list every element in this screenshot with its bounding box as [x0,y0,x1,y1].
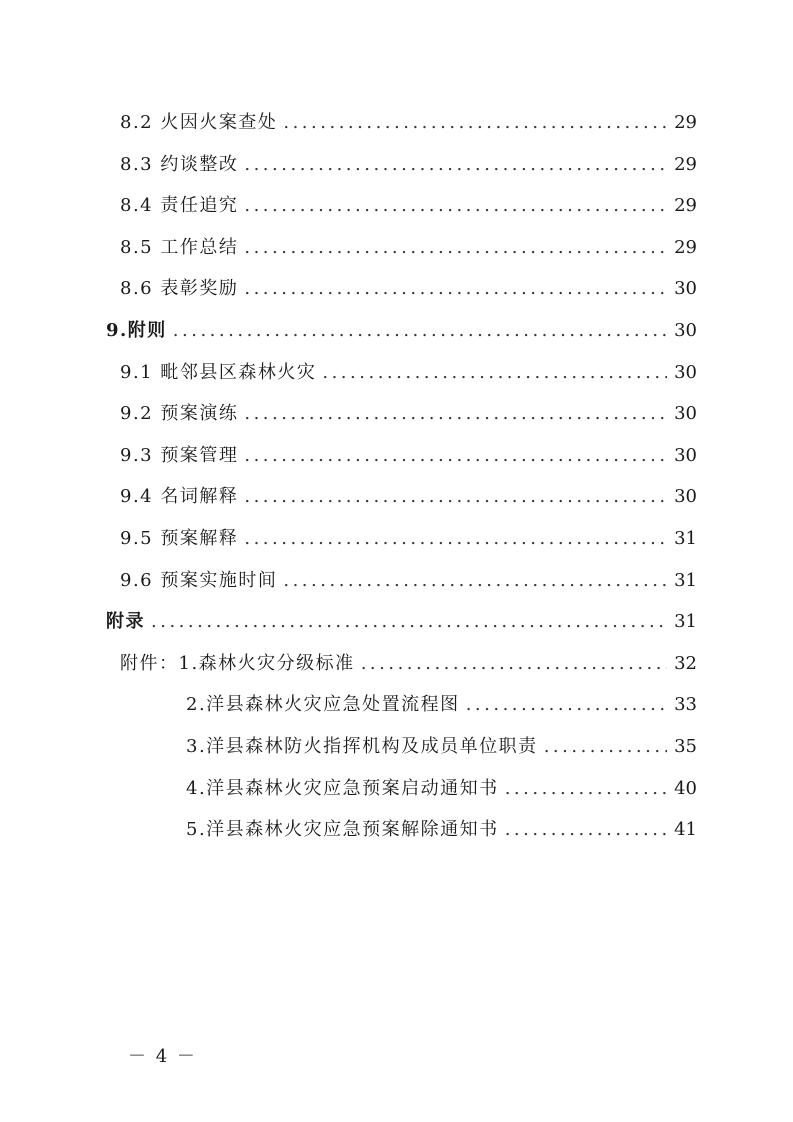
toc-entry-label: 9.5 预案解释 [120,528,239,549]
toc-entry-8-6[interactable] [120,274,697,308]
toc-entry-page: 33 [674,694,697,716]
toc-entry-page: 31 [674,528,697,549]
toc-entry-attachment-3[interactable] [186,732,697,766]
dot-leader [283,570,667,591]
dot-leader [244,195,667,216]
toc-entry-page: 35 [674,736,697,757]
toc-entry-8-2[interactable] [120,108,697,142]
toc-entry-label: 9.3 预案管理 [120,444,239,466]
toc-entry-label: 9.附则 [106,320,167,341]
toc-entry-label: 8.2 火因火案查处 [120,112,278,133]
toc-entry-page: 29 [674,153,697,175]
page-number: － 4 － [128,1046,197,1067]
toc-entry-label: 附件：1.森林火灾分级标准 [120,652,355,674]
dot-leader [244,154,667,175]
dot-leader [544,736,667,757]
dot-leader [244,403,667,424]
toc-entry-page: 30 [674,444,697,466]
toc-entry-9-6[interactable] [120,566,697,600]
dot-leader [322,362,667,383]
dot-leader [505,778,667,799]
toc-entry-page: 31 [674,611,697,633]
toc-entry-page: 30 [674,361,697,383]
toc-entry-page: 29 [674,195,697,217]
dot-leader [173,320,667,341]
toc-entry-page: 32 [674,652,697,674]
dot-leader [244,237,667,258]
toc-entry-label: 9.4 名词解释 [120,486,239,508]
toc-entry-label: 8.3 约谈整改 [120,153,239,175]
toc-entry-attachment-5[interactable] [186,815,697,849]
toc-entry-label: 2.洋县森林火灾应急处置流程图 [186,694,460,716]
toc-entry-page: 30 [674,403,697,425]
toc-entry-label: 5.洋县森林火灾应急预案解除通知书 [186,819,499,841]
toc-entry-9-5[interactable] [120,524,697,558]
toc-entry-page: 40 [674,777,697,799]
toc-entry-attachment-1[interactable] [120,649,697,683]
toc-entry-page: 29 [674,112,697,133]
toc-entry-9-2[interactable] [120,399,697,433]
dot-leader [244,445,667,466]
toc-entry-label: 9.1 毗邻县区森林火灾 [120,361,317,383]
toc-entry-label: 4.洋县森林火灾应急预案启动通知书 [186,777,499,799]
dot-leader [361,653,667,674]
toc-entry-label: 8.4 责任追究 [120,195,239,217]
dot-leader [151,611,667,632]
toc-entry-attachment-2[interactable] [186,690,697,724]
toc-entry-label: 9.2 预案演练 [120,403,239,425]
toc-entry-9[interactable] [106,316,697,350]
toc-entry-page: 30 [674,320,697,341]
toc-entry-label: 8.5 工作总结 [120,236,239,258]
toc-entry-page: 41 [674,819,697,841]
dot-leader [505,819,667,840]
toc-entry-8-3[interactable] [120,150,697,184]
toc-entry-9-1[interactable] [120,358,697,392]
dot-leader [466,694,667,715]
toc-entry-label: 附录 [106,611,145,633]
dot-leader [244,528,667,549]
dot-leader [244,278,667,299]
toc-entry-8-4[interactable] [120,191,697,225]
toc-entry-page: 30 [674,486,697,508]
toc-entry-9-4[interactable] [120,482,697,516]
toc-entry-appendix[interactable] [106,607,697,641]
toc-entry-page: 30 [674,278,697,300]
toc-entry-label: 8.6 表彰奖励 [120,278,239,300]
dot-leader [283,112,667,133]
toc-entry-attachment-4[interactable] [186,774,697,808]
toc-entry-8-5[interactable] [120,233,697,267]
toc-entry-9-3[interactable] [120,441,697,475]
toc-entry-page: 29 [674,236,697,258]
dot-leader [244,486,667,507]
toc-entry-label: 3.洋县森林防火指挥机构及成员单位职责 [186,736,538,757]
toc-entry-label: 9.6 预案实施时间 [120,569,278,591]
toc-entry-page: 31 [674,569,697,591]
